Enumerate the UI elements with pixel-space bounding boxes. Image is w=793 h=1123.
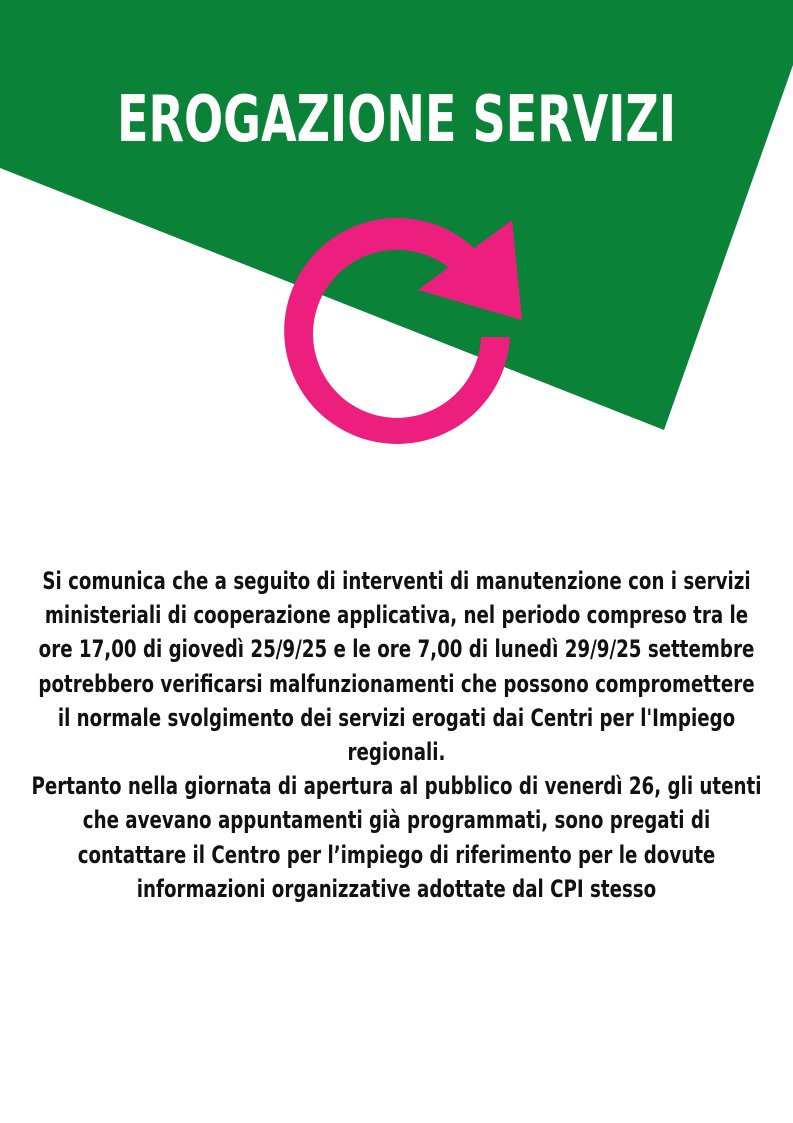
notice-body bbox=[31, 564, 761, 906]
refresh-arrow-icon bbox=[260, 205, 540, 465]
notice-paragraph-1: Si comunica che a seguito di interventi di manutenzione con i servizi ministeriali di cooperazione applicativa, nel periodo compreso tra le ore 17,00 di giovedì 25/9/25 e le ore 7,00 di lunedì 29/9/25 settembre potrebbero verificarsi malfunzionamenti che possono compromettere il normale svolgimento dei servizi erogati dai Centri per l'Impiego regionali. bbox=[38, 567, 755, 767]
page-title: EROGAZIONE SERVIZI bbox=[117, 83, 676, 157]
notice-paragraph-2: Pertanto nella giornata di apertura al pubblico di venerdì 26, gli utenti che avevano appuntamenti già programmati, sono pregati di contattare il Centro per l’impiego di riferimento per le dovute informazioni organizzative adottate dal CPI stesso bbox=[31, 772, 762, 903]
